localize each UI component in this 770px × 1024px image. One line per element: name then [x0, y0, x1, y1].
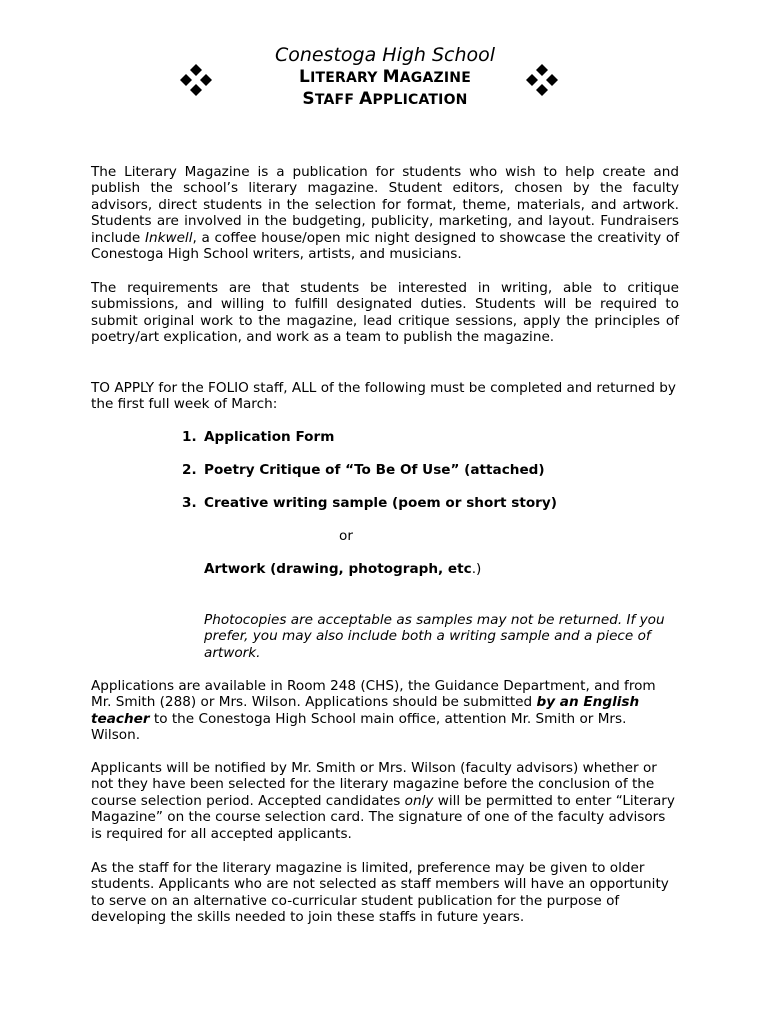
- requirement-item: 1. Application Form: [182, 429, 335, 445]
- or-separator: or: [339, 528, 353, 544]
- requirements-paragraph: The requirements are that students be interested in writing, able to critique submissions, and willing to fulfill designated duties. Students will be required to submit original work to the magazine, lead critique sessions, apply the principles of poetry/art explication, and work as a team to publish the magazine.: [91, 280, 679, 346]
- title-staff-application: STAFF APPLICATION: [302, 89, 468, 109]
- school-name: Conestoga High School: [274, 44, 496, 66]
- title-literary-magazine: LITERARY MAGAZINE: [299, 67, 471, 87]
- document-header: [0, 44, 770, 111]
- requirement-item: 2. Poetry Critique of “To Be Of Use” (attached): [182, 462, 545, 478]
- intro-paragraph: The Literary Magazine is a publication for students who wish to help create and publish the school’s literary magazine. Student editors, chosen by the faculty advisors, direct students in the selection for format, theme, materials, and artwork. Students are involved in the budgeting, publicity, marketing, and layout. Fundraisers include Inkwell, a coffee house/open mic night designed to showcase the creativity of Conestoga High School writers, artists, and musicians.: [91, 164, 679, 263]
- requirement-item: 3. Creative writing sample (poem or short story): [182, 495, 557, 511]
- notification-paragraph: Applicants will be notified by Mr. Smith or Mrs. Wilson (faculty advisors) whether or not they have been selected for the literary magazine before the conclusion of the course selection period. Accepted candidates only will be permitted to enter “Literary Magazine” on the course selection card. The signature of one of the faculty advisors is required for all accepted applicants.: [91, 760, 675, 842]
- artwork-option: Artwork (drawing, photograph, etc.): [204, 561, 482, 577]
- apply-instructions: TO APPLY for the FOLIO staff, ALL of the following must be completed and returned by the first full week of March:: [91, 380, 676, 413]
- photocopies-note: Photocopies are acceptable as samples may not be returned. If you prefer, you may also include both a writing sample and a piece of artwork.: [204, 612, 665, 661]
- availability-paragraph: Applications are available in Room 248 (CHS), the Guidance Department, and from Mr. Smith (288) or Mrs. Wilson. Applications should be submitted by an English teacher to the Conestoga High School main office, attention Mr. Smith or Mrs. Wilson.: [91, 678, 656, 744]
- closing-paragraph: As the staff for the literary magazine is limited, preference may be given to older students. Applicants who are not selected as staff members will have an opportunity to serve on an alternative co-curricular student publication for the purpose of developing the skills needed to join these staffs in future years.: [91, 860, 669, 926]
